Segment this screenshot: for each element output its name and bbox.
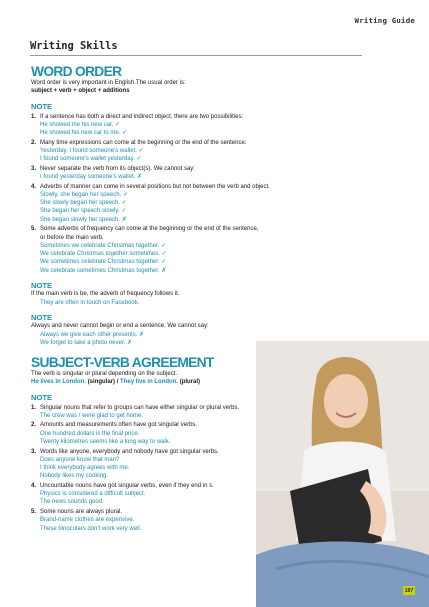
example-line: He showed his new car to me. ✓	[40, 130, 128, 137]
example-line: We sometimes celebrate Christmas together. ✓	[40, 259, 167, 266]
photo-illustration	[256, 341, 429, 607]
intro-tag-plural: (plural)	[179, 379, 201, 386]
example-line: We celebrate Christmas together sometimes. ✓	[40, 251, 167, 258]
word-order-intro: Word order is very important in English.The usual order is:	[31, 80, 186, 86]
example-line: He showed me his new car. ✓	[40, 121, 121, 128]
item-text: Some nouns are always plural.	[40, 508, 123, 515]
example-line: I think everybody agrees with me.	[40, 465, 130, 472]
list-item	[31, 165, 361, 182]
running-head: Writing Guide	[354, 16, 415, 25]
item-text: Many time expressions can come at the beginning or the end of the sentence:	[40, 139, 247, 146]
note-label: NOTE	[31, 280, 53, 290]
example-line: Does anyone know that man?	[40, 456, 120, 463]
item-text: Singular nouns that refer to groups can have either singular or plural verbs.	[40, 404, 240, 411]
list-item	[31, 183, 361, 224]
example-line: She slowly began her speech. ✓	[40, 200, 127, 207]
word-order-heading: WORD ORDER	[31, 64, 122, 79]
example-line: Physics is considered a difficult subject.	[40, 491, 146, 498]
item-number: 5.	[31, 508, 37, 515]
item-text: Adverbs of manner can come in several positions but not between the verb and object.	[40, 183, 270, 190]
list-item	[31, 404, 253, 421]
list-item	[31, 448, 253, 481]
list-item	[31, 113, 361, 138]
example-line: Sometimes we celebrate Christmas together. ✓	[40, 242, 167, 249]
example-line: They are often in touch on Facebook.	[40, 299, 140, 306]
intro-tag-singular: (singular) /	[87, 379, 119, 386]
example-line: Nobody likes my cooking.	[40, 473, 109, 480]
agreement-intro: The verb is singular or plural depending on the subject.	[31, 371, 178, 378]
example-line: I found someone’s wallet yesterday. ✓	[40, 156, 142, 163]
item-text: Some adverbs of frequency can come at the beginning or the end of the sentence,	[40, 226, 259, 233]
agreement-list	[31, 404, 253, 533]
item-text: Uncountable nouns have got singular verbs, even if they end in s.	[40, 482, 214, 489]
item-text: If a sentence has both a direct and indirect object, there are two possibilities:	[40, 113, 244, 120]
item-number: 3.	[31, 165, 37, 172]
note-label: NOTE	[31, 392, 53, 402]
example-line: The news sounds good.	[40, 499, 104, 506]
example-line: She began slowly her speech. ✗	[40, 216, 127, 223]
list-item	[31, 139, 361, 164]
agreement-heading: SUBJECT-VERB AGREEMENT	[31, 355, 214, 371]
item-number: 2.	[31, 422, 37, 429]
note-label: NOTE	[31, 312, 53, 322]
item-number: 5.	[31, 226, 37, 233]
note-text: If the main verb is be, the adverb of frequency follows it.	[31, 291, 180, 298]
list-item	[31, 508, 253, 533]
photo-girl-with-tablet	[256, 341, 429, 607]
example-line: Brand-name clothes are expensive.	[40, 517, 135, 524]
note-text: Always and never cannot begin or end a sentence. We cannot say:	[31, 323, 209, 330]
item-text-continued: or before the main verb.	[40, 234, 104, 241]
word-order-list	[31, 113, 361, 275]
item-text: Never separate the verb from its object(s). We cannot say:	[40, 165, 195, 172]
item-number: 4.	[31, 482, 37, 489]
example-line: She began her speech slowly. ✓	[40, 208, 127, 215]
example-line: Slowly, she began her speech. ✓	[40, 192, 128, 199]
item-text: Amounts and measurements often have got singular verbs.	[40, 422, 198, 429]
example-line: The crew was / were glad to get home.	[40, 412, 144, 419]
item-number: 4.	[31, 183, 37, 190]
example-line: We celebrate sometimes Christmas together. ✗	[40, 267, 167, 274]
list-item	[31, 482, 253, 507]
example-line: Always we give each other presents. ✗	[40, 331, 145, 338]
item-number: 3.	[31, 448, 37, 455]
note-label: NOTE	[31, 101, 53, 111]
item-text: Words like anyone, everybody and nobody have got singular verbs.	[40, 448, 219, 455]
example-line: I found yesterday someone’s wallet. ✗	[40, 174, 142, 181]
example-line: One hundred dollars is the final price.	[40, 430, 140, 437]
item-number: 1.	[31, 404, 37, 411]
section-title: Writing Skills	[30, 40, 118, 52]
item-number: 1.	[31, 113, 37, 120]
example-line: These binoculars don’t work very well.	[40, 525, 142, 532]
example-line: We forget to take a photo never. ✗	[40, 339, 132, 346]
intro-example-plural: They live in London.	[120, 379, 179, 386]
list-item	[31, 421, 253, 446]
item-number: 2.	[31, 139, 37, 146]
page-number-badge: 187	[404, 587, 414, 594]
intro-example-singular: He lives in London.	[31, 379, 87, 386]
example-line: Yesterday, I found someone’s wallet. ✓	[40, 148, 144, 155]
example-line: Twenty kilometres seems like a long way to walk.	[40, 439, 171, 446]
word-order-formula: subject + verb + object + additions	[31, 88, 130, 95]
section-divider	[30, 55, 362, 56]
list-item	[31, 225, 361, 275]
